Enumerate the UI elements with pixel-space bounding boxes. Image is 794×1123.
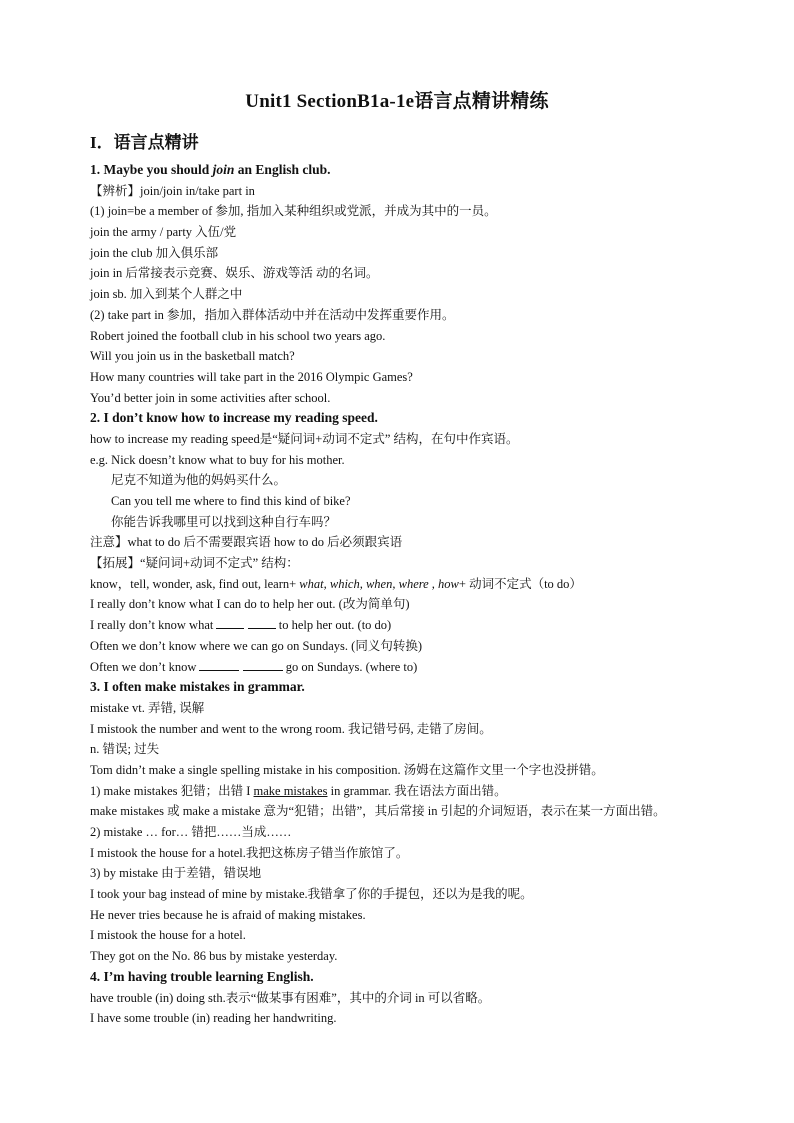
text-line: join the army / party 入伍/党 [90,225,237,240]
text-line: n. 错误; 过失 [90,742,160,757]
exercise-line: Often we don’t know go on Sundays. (where to) [90,659,418,674]
text-line: I really don’t know what I can do to help her out. (改为简单句) [90,597,410,612]
text-line: I took your bag instead of mine by mistake.我错拿了你的手提包，还以为是我的呢。 [90,887,533,902]
point-4-heading: 4. I’m having trouble learning English. [90,968,314,984]
point-2-heading: 2. I don’t know how to increase my reading speed. [90,410,378,426]
text-line: Robert joined the football club in his school two years ago. [90,328,386,343]
text-line: 3) by mistake 由于差错，错误地 [90,866,262,881]
text-line: mistake vt. 弄错, 误解 [90,700,205,715]
text-line: He never tries because he is afraid of making mistakes. [90,907,366,922]
blank-field[interactable] [199,658,239,671]
text-line: I mistook the house for a hotel.我把这栋房子错当作旅馆了。 [90,845,409,860]
text-line: 你能告诉我哪里可以找到这种自行车吗？ [111,514,337,529]
text-line: 尼克不知道为他的妈妈买什么。 [111,473,287,488]
text-line: I mistook the number and went to the wrong room. 我记错号码, 走错了房间。 [90,721,492,736]
text-line: I have some trouble (in) reading her handwriting. [90,1011,337,1026]
point-3-heading: 3. I often make mistakes in grammar. [90,679,305,695]
blank-field[interactable] [243,658,283,671]
blank-field[interactable] [248,616,276,629]
text-line: Often we don’t know where we can go on Sundays. (同义句转换) [90,638,422,653]
text-line: Tom didn’t make a single spelling mistake in his composition. 汤姆在这篇作文里一个字也没拼错。 [90,762,604,777]
text-paragraph: make mistakes 或 make a mistake 意为“犯错；出错”，其后常接 in 引起的介词短语，表示在某一方面出错。 [90,804,666,819]
text-line: have trouble (in) doing sth.表示“做某事有困难”，其中的介词 in 可以省略。 [90,990,491,1005]
text-line: e.g. Nick doesn’t know what to buy for his mother. [90,452,345,467]
document-body [90,160,720,1029]
text-line: They got on the No. 86 bus by mistake yesterday. [90,949,338,964]
blank-field[interactable] [216,616,244,629]
text-line: Will you join us in the basketball match? [90,349,295,364]
text-line: 【辨析】join/join in/take part in [90,183,255,198]
text-line: join in 后常接表示竞赛、娱乐、游戏等活 动的名词。 [90,266,379,281]
text-line: 2) mistake … for… 错把……当成…… [90,825,292,840]
point-1-heading: 1. Maybe you should join an English club. [90,162,331,177]
text-line: Can you tell me where to find this kind of bike? [111,494,351,508]
text-line: 【拓展】“疑问词+动词不定式” 结构： [90,556,299,571]
text-line: 1) make mistakes 犯错；出错 I make mistakes in grammar. 我在语法方面出错。 [90,783,507,798]
text-line: (2) take part in 参加，指加入群体活动中并在活动中发挥重要作用。 [90,307,455,322]
text-line: 注意】what to do 后不需要跟宾语 how to do 后必须跟宾语 [90,535,403,550]
text-line: join sb. 加入到某个人群之中 [90,287,243,302]
text-line: join the club 加入俱乐部 [90,245,219,260]
page-title: Unit1 SectionB1a-1e语言点精讲精练 [245,91,549,112]
text-line: I mistook the house for a hotel. [90,928,246,943]
exercise-line: I really don’t know what to help her out. (to do) [90,618,392,633]
text-line: You’d better join in some activities after school. [90,390,331,405]
text-line: (1) join=be a member of 参加, 指加入某种组织或党派，并成为其中的一员。 [90,204,497,219]
section-heading: I．语言点精讲 [90,133,199,152]
text-line: how to increase my reading speed是“疑问词+动词不定式” 结构，在句中作宾语。 [90,431,519,446]
text-line: know，tell, wonder, ask, find out, learn+ what, which, when, where , how+ 动词不定式（to do） [90,576,582,591]
text-line: How many countries will take part in the 2016 Olympic Games? [90,369,413,384]
